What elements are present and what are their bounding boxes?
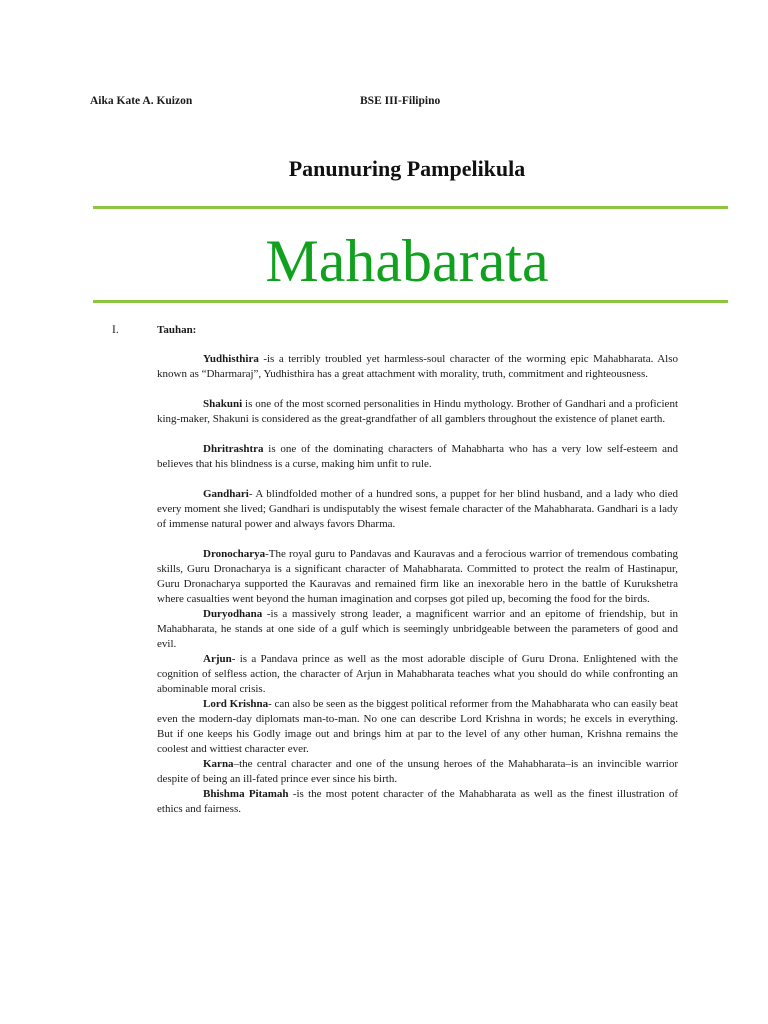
character-entry [157,352,678,382]
character-entry [157,487,678,532]
character-entry [157,697,678,757]
character-description: -is a massively strong leader, a magnificent warrior and an epitome of friendship, but in Mahabharata, he stands at one side of a gulf which is seemingly unbridgeable between the parameters of good and evil. [157,608,678,650]
document-title: Mahabarata [265,228,549,294]
character-description: is one of the most scorned personalities in Hindu mythology. Brother of Gandhari and a proficient king-maker, Shakuni is considered as the great-grandfather of all gamblers throughout the existence of planet earth. [157,398,678,425]
section-number: I. [112,324,119,336]
character-name: Yudhisthira [203,353,259,365]
character-description: -The royal guru to Pandavas and Kauravas and a ferocious warrior of tremendous combating skills, Guru Dronacharya is a significant character of Mahabharata. Committed to protect the realm of Hastinapur, Guru Dronacharya supported the Kauravas and remained firm like an inexorable hero in the battle of Kurukshetra where casualties went beyond the human imagination and corpses got piled up, becoming the food for the birds. [157,548,678,605]
character-description: –the central character and one of the unsung heroes of the Mahabharata–is an invincible warrior despite of being an ill-fated prince ever since his birth. [157,758,678,785]
character-description: is one of the dominating characters of Mahabharta who has a very low self-esteem and believes that his blindness is a curse, making him unfit to rule. [157,443,678,470]
character-entry [157,397,678,427]
character-entry [157,442,678,472]
character-description: -is a terribly troubled yet harmless-soul character of the worming epic Mahabharata. Also known as “Dharmaraj”, Yudhisthira has a great attachment with morality, truth, commitment and righteousness. [157,353,678,380]
section-heading: Tauhan: [157,324,197,336]
character-entry [157,607,678,652]
character-list [157,352,678,817]
character-entry [157,757,678,787]
character-name: Dhritrashtra [203,443,264,455]
character-name: Dronocharya [203,548,266,560]
character-name: Lord Krishna [203,698,269,710]
character-description: - A blindfolded mother of a hundred sons, a puppet for her blind husband, and a lady who died every moment she lived; Gandhari is undisputably the wisest female character of the Mahabharata. Gandhari is a lady of immense natural power and always favors Dharma. [157,488,678,530]
character-name: Arjun [203,653,232,665]
bottom-divider [93,300,728,303]
character-name: Bhishma Pitamah [203,788,289,800]
course-label: BSE III-Filipino [360,95,441,107]
character-name: Shakuni [203,398,243,410]
document-subtitle: Panunuring Pampelikula [288,156,526,181]
character-name: Gandhari [203,488,249,500]
character-name: Karna [203,758,234,770]
character-description: - can also be seen as the biggest political reformer from the Mahabharata who can easily beat even the modern-day diplomats man-to-man. No one can describe Lord Krishna in words; he excels in everything. But if one keeps his Godly image out and brings him at par to the level of any other human, Krishna remains the coolest and wittiest character ever. [157,698,678,755]
author-name: Aika Kate A. Kuizon [90,95,193,107]
character-description: -is the most potent character of the Mahabharata as well as the finest illustration of ethics and fairness. [157,788,679,815]
character-name: Duryodhana [203,608,263,620]
character-entry [157,547,678,607]
character-description: - is a Pandava prince as well as the most adorable disciple of Guru Drona. Enlightened with the cognition of selfless action, the character of Arjun in Mahabharata teaches what you should do while confronting an abominable moral crisis. [157,653,678,695]
top-divider [93,206,728,209]
character-entry [157,787,678,817]
character-entry [157,652,678,697]
